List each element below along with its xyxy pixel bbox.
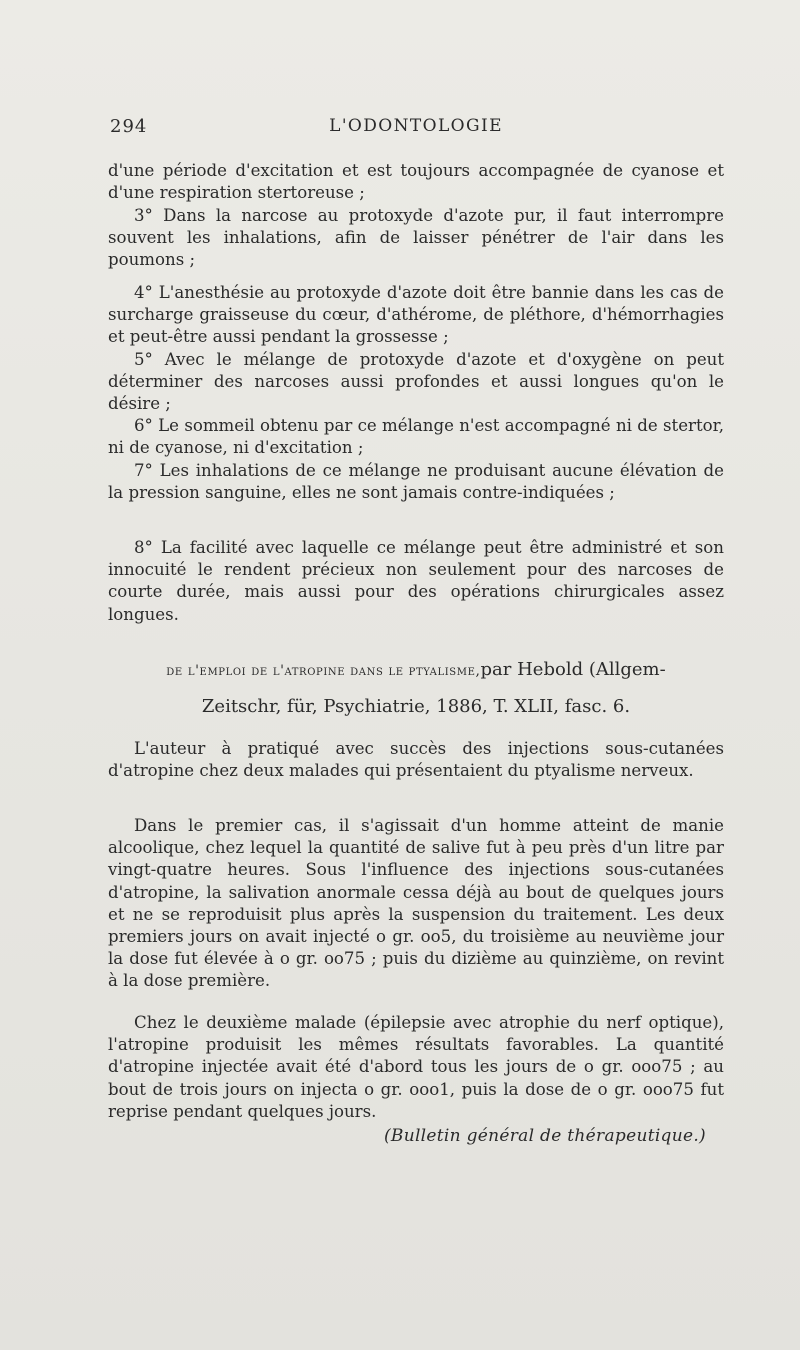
paragraph-text: Chez le deuxième malade (épilepsie avec atrophie du nerf optique), l'atropine produisit les mêmes résultats favorables. La quantité d'atropine injectée avait été d'abord tous les jours de o gr. ooo75 ; au bout de trois jours on injecta o gr. ooo1, puis la dose de o gr. ooo75 fut reprise pendant quelques jours. <box>108 1013 724 1121</box>
source-citation: (Bulletin général de thérapeutique.) <box>383 1126 706 1146</box>
paragraph-text: 5° Avec le mélange de protoxyde d'azote et d'oxygène on peut déterminer des narcoses aussi profondes et aussi longues qu'on le désire ; <box>108 350 724 414</box>
article-heading <box>108 652 724 725</box>
conclusion-item-6 <box>108 415 724 459</box>
article-paragraph-1 <box>108 738 724 782</box>
conclusion-item-4 <box>108 282 724 349</box>
paragraph-text: d'une période d'excitation et est toujours accompagnée de cyanose et d'une respiration stertoreuse ; <box>108 161 724 203</box>
article-paragraph-2 <box>108 815 724 993</box>
article-title-author: par Hebold (Allgem- <box>480 659 666 680</box>
conclusion-item-7 <box>108 460 724 504</box>
paragraph-continuation <box>108 160 724 204</box>
article-title-line <box>108 652 724 689</box>
page-number: 294 <box>110 116 148 137</box>
page-header <box>110 116 722 146</box>
paragraph-text: 7° Les inhalations de ce mélange ne produisant aucune élévation de la pression sanguine, elles ne sont jamais contre-indiquées ; <box>108 461 724 503</box>
paragraph-text: Dans le premier cas, il s'agissait d'un homme atteint de manie alcoolique, chez lequel la quantité de salive fut à peu près d'un litre par vingt-quatre heures. Sous l'influence des injections sous-cutanées d'atropine, la salivation anormale cessa déjà au bout de quelques jours et ne se reproduisit plus après la suspension du traitement. Les deux premiers jours on avait injecté o gr. oo5, du troisième au neuvième jour la dose fut élevée à o gr. oo75 ; puis du dizième au quinzième, on revint à la dose première. <box>108 816 724 991</box>
paragraph-text: L'auteur à pratiqué avec succès des injections sous-cutanées d'atropine chez deux malades qui présentaient du ptyalisme nerveux. <box>108 739 724 781</box>
paragraph-text: 6° Le sommeil obtenu par ce mélange n'est accompagné ni de stertor, ni de cyanose, ni d'excitation ; <box>108 416 724 458</box>
paragraph-text: 8° La facilité avec laquelle ce mélange peut être administré et son innocuité le rendent précieux non seulement pour des narcoses de courte durée, mais aussi pour des opérations chirurgicales assez longues. <box>108 538 724 624</box>
article-paragraph-3 <box>108 1012 724 1123</box>
conclusion-item-3 <box>108 205 724 272</box>
running-title: L'ODONTOLOGIE <box>329 116 503 136</box>
paragraph-text: 4° L'anesthésie au protoxyde d'azote doit être bannie dans les cas de surcharge graisseuse du cœur, d'athérome, de pléthore, d'hémorrhagies et peut-être aussi pendant la grossesse ; <box>108 283 724 347</box>
paragraph-text: 3° Dans la narcose au protoxyde d'azote pur, il faut interrompre souvent les inhalations, afin de laisser pénétrer de l'air dans les poumons ; <box>108 206 724 270</box>
article-title-smallcaps: de l'emploi de l'atropine dans le ptyalisme, <box>166 663 481 679</box>
article-citation: Zeitschr, für, Psychiatrie, 1886, T. XLII, fasc. 6. <box>201 696 631 717</box>
conclusion-item-5 <box>108 349 724 416</box>
conclusion-item-8 <box>108 537 724 626</box>
